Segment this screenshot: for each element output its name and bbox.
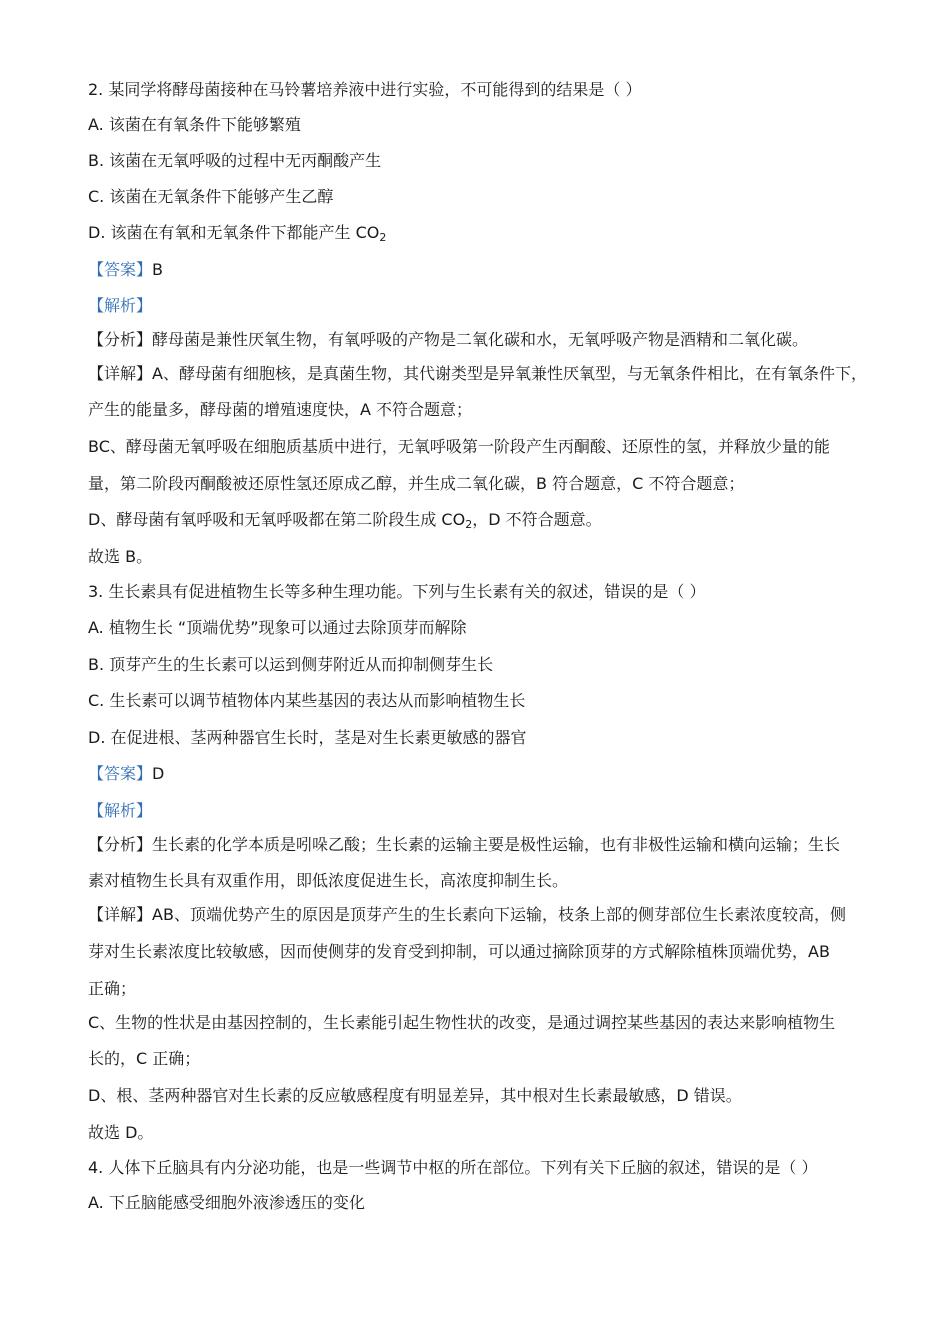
q2-bc-line-1: BC、酵母菌无氧呼吸在细胞质基质中进行，无氧呼吸第一阶段产生丙酮酸、还原性的氢，并释放少量的能 — [88, 437, 830, 456]
q2-xiangjie-line-2: 产生的能量多，酵母菌的增殖速度快，A 不符合题意； — [88, 400, 473, 419]
q3-xiangjie-line-2: 芽对生长素浓度比较敏感，因而使侧芽的发育受到抑制，可以通过摘除顶芽的方式解除植株顶端优势，AB — [88, 942, 830, 961]
q2-option-a: A. 该菌在有氧条件下能够繁殖 — [88, 115, 301, 134]
q3-option-d: D. 在促进根、茎两种器官生长时，茎是对生长素更敏感的器官 — [88, 728, 527, 747]
q3-option-a: A. 植物生长 “顶端优势”现象可以通过去除顶芽而解除 — [88, 618, 467, 637]
q4-stem: 4. 人体下丘脑具有内分泌功能，也是一些调节中枢的所在部位。下列有关下丘脑的叙述，错误的是（ ） — [88, 1158, 818, 1177]
q3-option-b: B. 顶芽产生的生长素可以运到侧芽附近从而抑制侧芽生长 — [88, 655, 494, 674]
answer-value: D — [152, 764, 165, 783]
q2-option-c: C. 该菌在无氧条件下能够产生乙醇 — [88, 187, 334, 206]
answer-label: 【答案】 — [88, 764, 153, 783]
q3-fenxi-line-2: 素对植物生长具有双重作用，即低浓度促进生长，高浓度抑制生长。 — [88, 871, 569, 890]
q3-d-line: D、根、茎两种器官对生长素的反应敏感程度有明显差异，其中根对生长素最敏感，D 错误。 — [88, 1086, 742, 1105]
q3-xiangjie-line-1: 【详解】AB、顶端优势产生的原因是顶芽产生的生长素向下运输，枝条上部的侧芽部位生长素浓度较高，侧 — [88, 905, 846, 924]
q4-option-a: A. 下丘脑能感受细胞外液渗透压的变化 — [88, 1193, 365, 1212]
q2-option-d: D. 该菌在有氧和无氧条件下都能产生 $CO_2$ — [88, 223, 387, 244]
answer-label: 【答案】 — [88, 260, 153, 279]
q2-stem: 2. 某同学将酵母菌接种在马铃薯培养液中进行实验，不可能得到的结果是（ ） — [88, 80, 642, 99]
q3-conclusion: 故选 D。 — [88, 1123, 154, 1142]
q2-conclusion: 故选 B。 — [88, 547, 153, 566]
q3-answer — [88, 764, 880, 784]
q3-analysis-label: 【解析】 — [88, 801, 153, 820]
q3-c-line-1: C、生物的性状是由基因控制的，生长素能引起生物性状的改变，是通过调控某些基因的表达来影响植物生 — [88, 1013, 836, 1032]
q2-answer — [88, 260, 880, 280]
q2-bc-line-2: 量，第二阶段丙酮酸被还原性氢还原成乙醇，并生成二氧化碳，B 符合题意，C 不符合题意； — [88, 474, 745, 493]
q2-d-line: D、酵母菌有氧呼吸和无氧呼吸都在第二阶段生成 $CO_2$，D 不符合题意。 — [88, 510, 602, 531]
q3-xiangjie-line-3: 正确； — [88, 979, 137, 998]
q2-option-b: B. 该菌在无氧呼吸的过程中无丙酮酸产生 — [88, 151, 382, 170]
q2-fenxi: 【分析】酵母菌是兼性厌氧生物，有氧呼吸的产物是二氧化碳和水，无氧呼吸产物是酒精和二氧化碳。 — [88, 330, 809, 349]
q3-fenxi-line-1: 【分析】生长素的化学本质是吲哚乙酸；生长素的运输主要是极性运输，也有非极性运输和横向运输；生长 — [88, 835, 841, 854]
q3-c-line-2: 长的，C 正确； — [88, 1049, 201, 1068]
q3-stem: 3. 生长素具有促进植物生长等多种生理功能。下列与生长素有关的叙述，错误的是（ ） — [88, 582, 706, 601]
q2-xiangjie-line-1: 【详解】A、酵母菌有细胞核，是真菌生物，其代谢类型是异氧兼性厌氧型，与无氧条件相比，在有氧条件下， — [88, 364, 867, 383]
q3-option-c: C. 生长素可以调节植物体内某些基因的表达从而影响植物生长 — [88, 691, 526, 710]
answer-value: B — [152, 260, 163, 279]
q2-analysis-label: 【解析】 — [88, 296, 153, 315]
